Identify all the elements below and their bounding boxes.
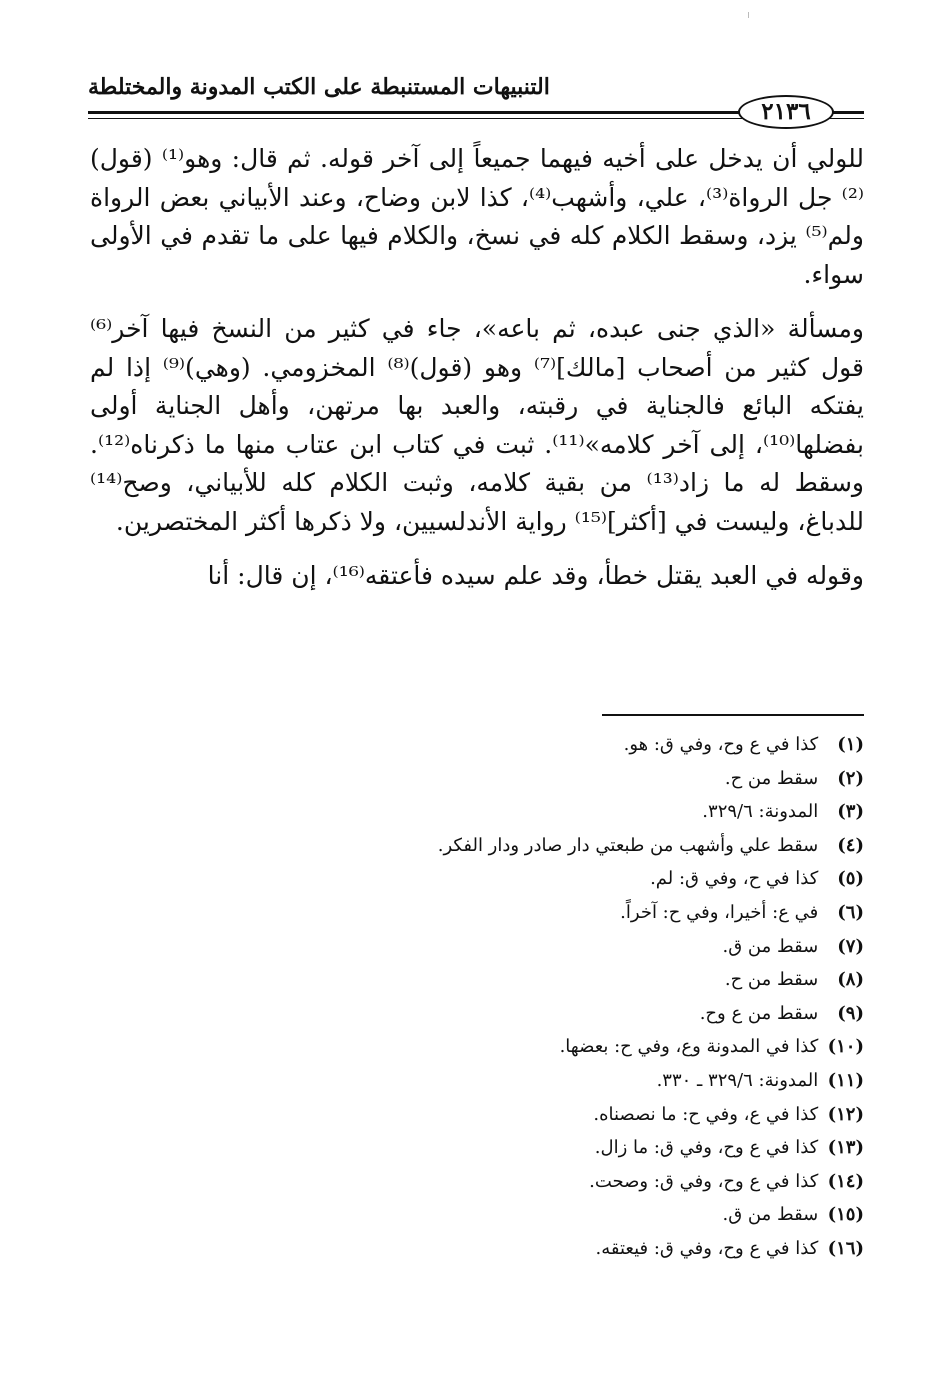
footnote-item (90, 1098, 864, 1132)
footnote-text: كذا في ع وح، وفي ق: وصحت. (589, 1170, 819, 1192)
footnote-text: كذا في ع وح، وفي ق: ما زال. (594, 1137, 819, 1159)
footnote-item (90, 1165, 864, 1199)
footnote-number: (٦) (837, 901, 864, 923)
paragraph: وقوله في العبد يقتل خطأ، وقد علم سيده فأعتقه⁽¹⁶⁾، إن قال: أنا (207, 561, 864, 590)
page-header (88, 68, 864, 126)
footnote-text: كذا في ح، وفي ق: لم. (650, 868, 819, 890)
footnote-item (90, 795, 864, 829)
footnote-text: كذا في ع وح، وفي ق: فيعتقه. (595, 1237, 819, 1259)
footnote-text: كذا في ع وح، وفي ق: هو. (623, 734, 819, 755)
footnote-number: (٩) (837, 1002, 864, 1024)
scan-mark (748, 12, 749, 18)
paragraph: ومسألة «الذي جنى عبده، ثم باعه»، جاء في كثير من النسخ فيها آخر⁽⁶⁾ قول كثير من أصحاب [مالك]⁽⁷⁾ وهو (قول)⁽⁸⁾ المخزومي. (وهي)⁽⁹⁾ إذا لم يفتكه البائع فالجناية في رقبته، والعبد بها مرتهن، وأهل الجناية أولى بفضلها⁽¹⁰⁾، إلى آخر كلامه»⁽¹¹⁾. ثبت في كتاب ابن عتاب منها ما ذكرناه⁽¹²⁾. وسقط له ما زاد⁽¹³⁾ من بقية كلامه، وثبت الكلام كله للأبياني، وصح⁽¹⁴⁾ للدباغ، وليست في [أكثر]⁽¹⁵⁾ رواية الأندلسيين، ولا ذكرها أكثر المختصرين. (90, 314, 865, 536)
footnote-item (90, 762, 864, 796)
page-number: ٢١٣٦ (738, 95, 834, 129)
footnote-item (90, 896, 864, 930)
footnote-text: كذا في المدونة وع، وفي ح: بعضها. (559, 1036, 819, 1058)
footnote-text: سقط علي وأشهب من طبعتي دار صادر ودار الفكر. (437, 834, 819, 856)
footnote-item (90, 829, 864, 863)
footnote-number: (١) (837, 734, 864, 755)
footnote-item (90, 997, 864, 1031)
footnote-text: سقط من ق. (722, 1204, 819, 1226)
footnote-text: سقط من ع وح. (699, 1002, 819, 1024)
footnote-item (90, 1131, 864, 1165)
footnote-text: المدونة: ٣٢٩/٦ ـ ٣٣٠. (656, 1069, 819, 1091)
footnote-number: (١٥) (827, 1204, 864, 1226)
footnote-item (90, 728, 864, 762)
footnote-text: المدونة: ٣٢٩/٦. (702, 801, 819, 823)
running-title: التنبيهات المستنبطة على الكتب المدونة والمختلطة (88, 74, 550, 100)
footnote-number: (١٢) (827, 1103, 864, 1125)
footnote-number: (٧) (837, 935, 864, 957)
footnote-divider (602, 714, 864, 716)
footnote-item (90, 862, 864, 896)
footnote-number: (٨) (837, 969, 864, 991)
footnote-item (90, 1198, 864, 1232)
footnote-text: سقط من ح. (724, 767, 819, 789)
footnote-text: سقط من ح. (724, 969, 819, 991)
footnote-item (90, 930, 864, 964)
footnote-number: (٢) (837, 767, 864, 789)
footnote-number: (١٠) (827, 1036, 864, 1058)
footnote-number: (٣) (837, 801, 864, 823)
footnote-number: (٥) (837, 868, 864, 890)
footnote-number: (١٣) (827, 1137, 864, 1159)
footnote-item (90, 963, 864, 997)
main-text (90, 140, 864, 612)
footnote-item (90, 1030, 864, 1064)
footnotes-list (90, 728, 864, 1266)
footnote-number: (١٤) (827, 1170, 864, 1192)
footnote-number: (١١) (827, 1069, 864, 1091)
paragraph: للولي أن يدخل على أخيه فيهما جميعاً إلى آخر قوله. ثم قال: وهو⁽¹⁾ (قول)⁽²⁾ جل الرواة⁽³⁾، علي، وأشهب⁽⁴⁾، كذا لابن وضاح، وعند الأبياني بعض الرواة ولم⁽⁵⁾ يزد، وسقط الكلام كله في نسخ، والكلام فيها على ما تقدم في الأولى سواء. (90, 144, 864, 289)
footnote-text: كذا في ع، وفي ح: ما نصصناه. (593, 1103, 819, 1125)
footnote-text: سقط من ق. (722, 935, 819, 957)
footnote-item (90, 1064, 864, 1098)
footnote-number: (١٦) (827, 1237, 864, 1259)
footnote-item (90, 1232, 864, 1266)
footnote-number: (٤) (837, 834, 864, 856)
footnote-text: في ع: أخيرا، وفي ح: آخراً. (620, 901, 819, 923)
